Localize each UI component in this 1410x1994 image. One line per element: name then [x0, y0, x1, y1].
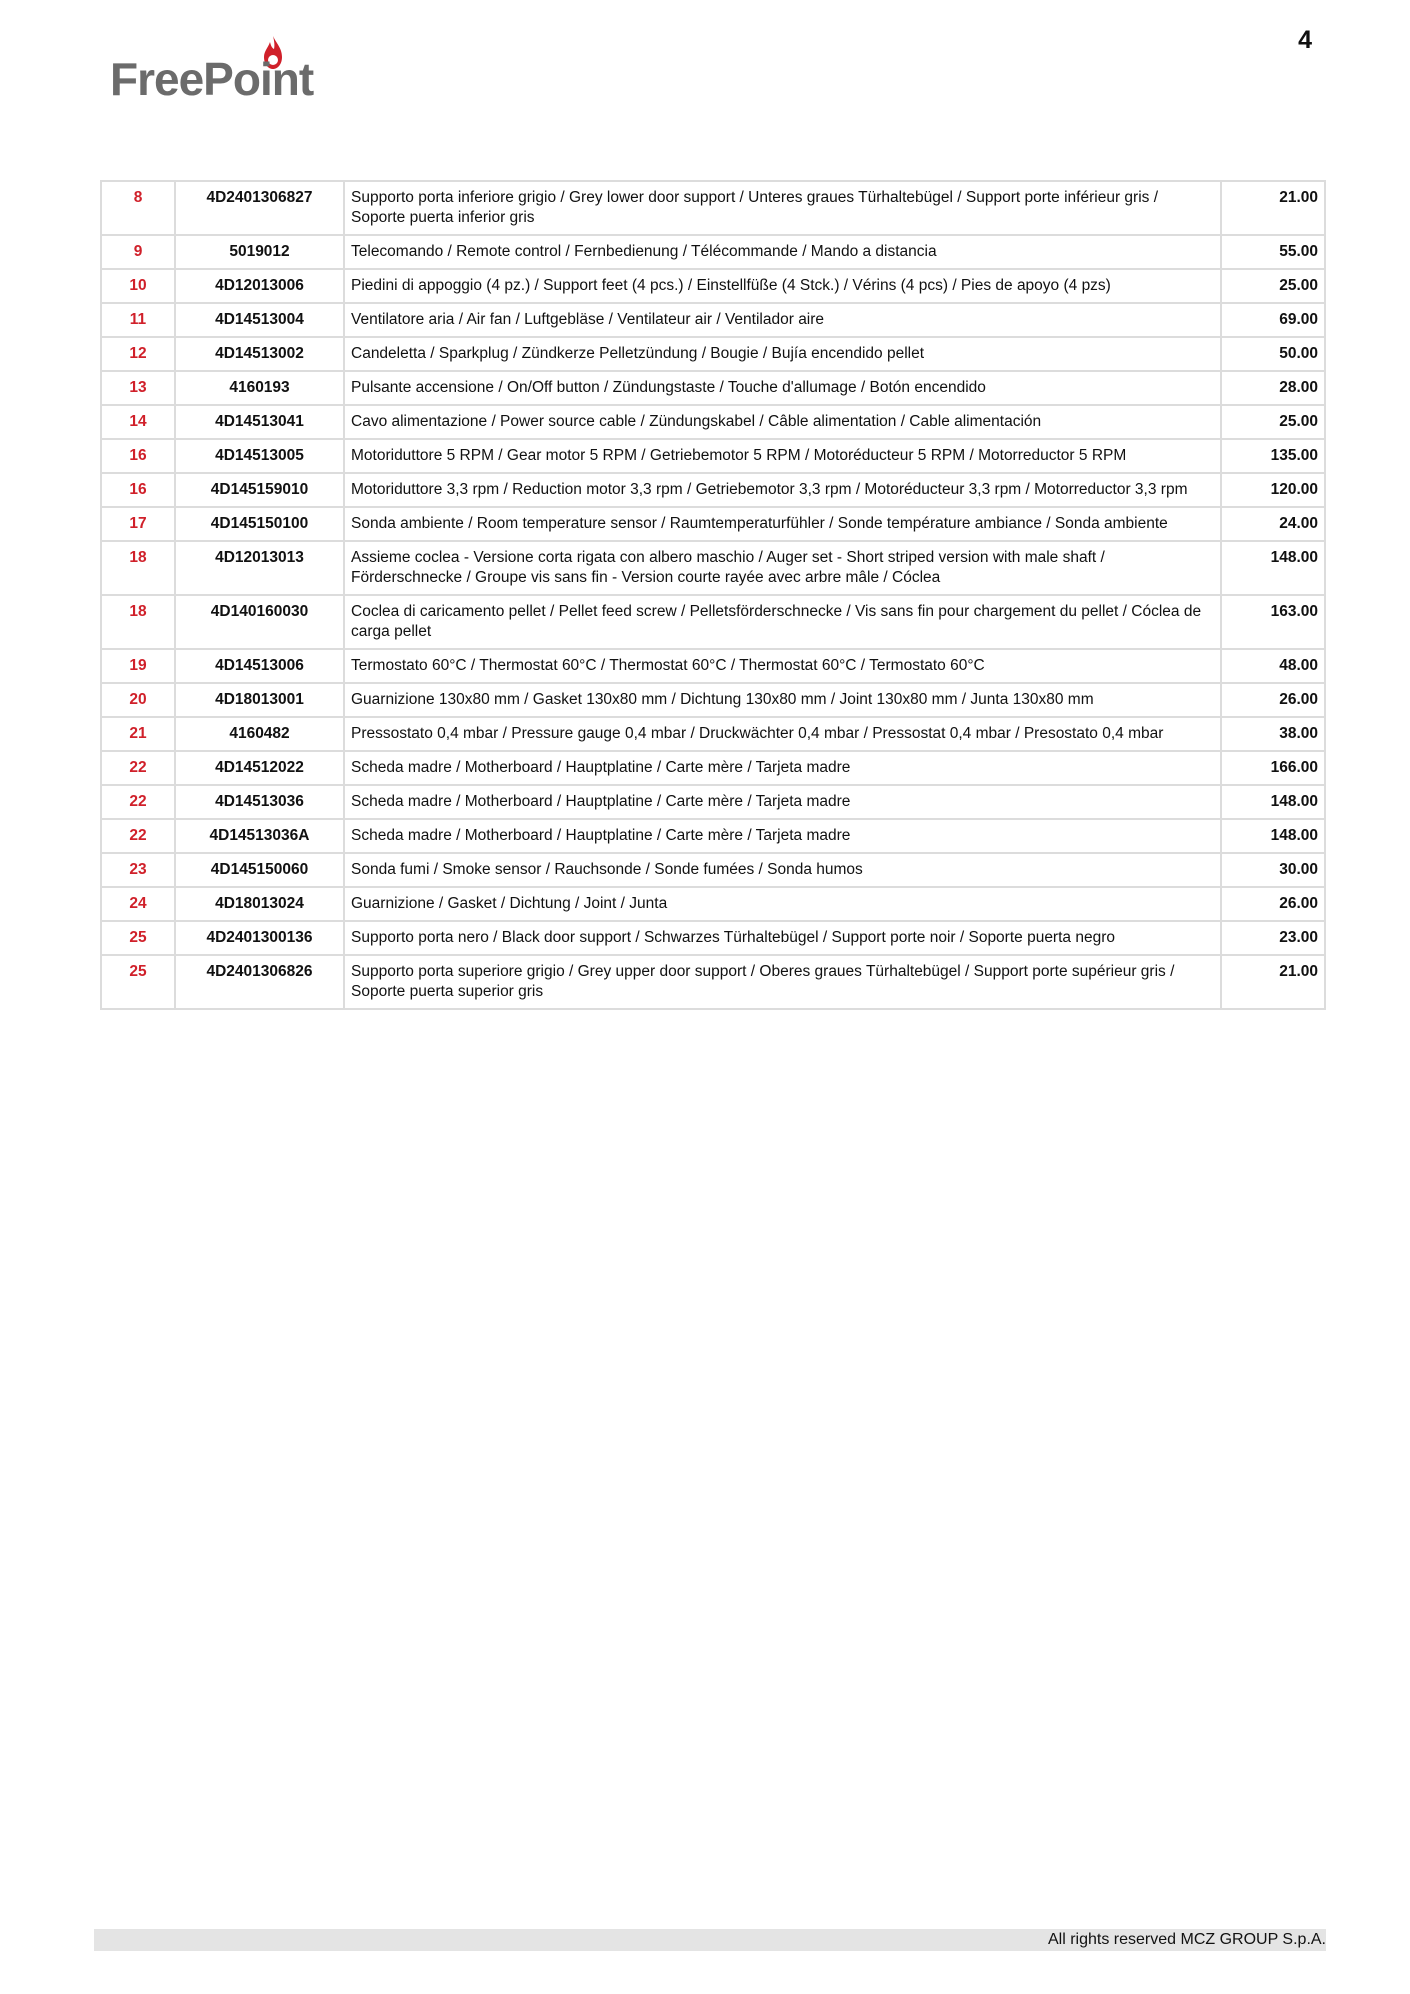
part-description-cell: Supporto porta nero / Black door support / Schwarzes Türhaltebügel / Support porte noir / Soporte puerta negro [344, 921, 1221, 955]
part-price-cell: 163.00 [1221, 595, 1325, 649]
table-row [101, 921, 1325, 955]
part-description-cell: Sonda ambiente / Room temperature sensor / Raumtemperaturfühler / Sonde température ambiance / Sonda ambiente [344, 507, 1221, 541]
part-description-cell: Motoriduttore 5 RPM / Gear motor 5 RPM / Getriebemotor 5 RPM / Motoréducteur 5 RPM / Motorreductor 5 RPM [344, 439, 1221, 473]
part-code-cell: 4D2401300136 [175, 921, 344, 955]
part-price-cell: 55.00 [1221, 235, 1325, 269]
table-row [101, 785, 1325, 819]
logo-text: FreePoint [110, 53, 314, 105]
table-row [101, 541, 1325, 595]
part-description-cell: Ventilatore aria / Air fan / Luftgebläse / Ventilateur air / Ventilador aire [344, 303, 1221, 337]
part-description-cell: Scheda madre / Motherboard / Hauptplatine / Carte mère / Tarjeta madre [344, 819, 1221, 853]
part-code-cell: 4D14513036A [175, 819, 344, 853]
part-price-cell: 148.00 [1221, 541, 1325, 595]
table-row [101, 955, 1325, 1009]
table-row [101, 337, 1325, 371]
part-number-cell: 9 [101, 235, 175, 269]
part-code-cell: 4D145150100 [175, 507, 344, 541]
part-code-cell: 4D18013024 [175, 887, 344, 921]
part-description-cell: Pulsante accensione / On/Off button / Zündungstaste / Touche d'allumage / Botón encendido [344, 371, 1221, 405]
part-price-cell: 21.00 [1221, 181, 1325, 235]
table-row [101, 819, 1325, 853]
part-code-cell: 4D14513005 [175, 439, 344, 473]
part-number-cell: 16 [101, 439, 175, 473]
part-description-cell: Pressostato 0,4 mbar / Pressure gauge 0,4 mbar / Druckwächter 0,4 mbar / Pressostat 0,4 mbar / Presostato 0,4 mbar [344, 717, 1221, 751]
part-price-cell: 25.00 [1221, 269, 1325, 303]
table-row [101, 235, 1325, 269]
part-description-cell: Guarnizione / Gasket / Dichtung / Joint / Junta [344, 887, 1221, 921]
part-price-cell: 21.00 [1221, 955, 1325, 1009]
part-code-cell: 4D14513036 [175, 785, 344, 819]
table-row [101, 595, 1325, 649]
table-row [101, 269, 1325, 303]
part-number-cell: 22 [101, 819, 175, 853]
part-description-cell: Telecomando / Remote control / Fernbedienung / Télécommande / Mando a distancia [344, 235, 1221, 269]
table-row [101, 853, 1325, 887]
part-code-cell: 4D14513002 [175, 337, 344, 371]
table-row [101, 303, 1325, 337]
part-number-cell: 18 [101, 541, 175, 595]
part-price-cell: 30.00 [1221, 853, 1325, 887]
table-row [101, 181, 1325, 235]
part-code-cell: 4D14513041 [175, 405, 344, 439]
table-row [101, 751, 1325, 785]
part-price-cell: 148.00 [1221, 819, 1325, 853]
part-code-cell: 4D145150060 [175, 853, 344, 887]
part-number-cell: 25 [101, 921, 175, 955]
part-number-cell: 21 [101, 717, 175, 751]
part-description-cell: Supporto porta inferiore grigio / Grey lower door support / Unteres graues Türhaltebügel / Support porte inférieur gris / Soporte puerta inferior gris [344, 181, 1221, 235]
part-code-cell: 4D2401306826 [175, 955, 344, 1009]
part-price-cell: 25.00 [1221, 405, 1325, 439]
part-number-cell: 10 [101, 269, 175, 303]
table-row [101, 405, 1325, 439]
table-row [101, 507, 1325, 541]
part-code-cell: 4D145159010 [175, 473, 344, 507]
part-price-cell: 120.00 [1221, 473, 1325, 507]
part-code-cell: 4D18013001 [175, 683, 344, 717]
parts-table-body [101, 181, 1325, 1009]
part-number-cell: 20 [101, 683, 175, 717]
part-description-cell: Cavo alimentazione / Power source cable / Zündungskabel / Câble alimentation / Cable alimentación [344, 405, 1221, 439]
part-code-cell: 5019012 [175, 235, 344, 269]
part-price-cell: 50.00 [1221, 337, 1325, 371]
part-number-cell: 19 [101, 649, 175, 683]
part-price-cell: 26.00 [1221, 683, 1325, 717]
part-price-cell: 24.00 [1221, 507, 1325, 541]
part-code-cell: 4D12013006 [175, 269, 344, 303]
part-number-cell: 22 [101, 751, 175, 785]
part-code-cell: 4D14513006 [175, 649, 344, 683]
part-description-cell: Assieme coclea - Versione corta rigata con albero maschio / Auger set - Short striped version with male shaft / Förderschnecke / Groupe vis sans fin - Version courte rayée avec arbre mâle / Cóclea [344, 541, 1221, 595]
part-price-cell: 148.00 [1221, 785, 1325, 819]
part-description-cell: Sonda fumi / Smoke sensor / Rauchsonde / Sonde fumées / Sonda humos [344, 853, 1221, 887]
table-row [101, 887, 1325, 921]
parts-table [100, 180, 1326, 1010]
part-number-cell: 12 [101, 337, 175, 371]
part-code-cell: 4D2401306827 [175, 181, 344, 235]
part-code-cell: 4D14513004 [175, 303, 344, 337]
part-description-cell: Coclea di caricamento pellet / Pellet feed screw / Pelletsförderschnecke / Vis sans fin pour chargement du pellet / Cóclea de carga pellet [344, 595, 1221, 649]
part-description-cell: Scheda madre / Motherboard / Hauptplatine / Carte mère / Tarjeta madre [344, 751, 1221, 785]
logo [110, 36, 330, 105]
part-code-cell: 4D14512022 [175, 751, 344, 785]
part-code-cell: 4D140160030 [175, 595, 344, 649]
part-price-cell: 48.00 [1221, 649, 1325, 683]
part-number-cell: 25 [101, 955, 175, 1009]
part-price-cell: 28.00 [1221, 371, 1325, 405]
footer-copyright: All rights reserved MCZ GROUP S.p.A. [1048, 1931, 1326, 1948]
part-price-cell: 69.00 [1221, 303, 1325, 337]
part-description-cell: Candeletta / Sparkplug / Zündkerze Pelletzündung / Bougie / Bujía encendido pellet [344, 337, 1221, 371]
part-number-cell: 24 [101, 887, 175, 921]
table-row [101, 683, 1325, 717]
part-description-cell: Termostato 60°C / Thermostat 60°C / Thermostat 60°C / Thermostat 60°C / Termostato 60°C [344, 649, 1221, 683]
part-description-cell: Scheda madre / Motherboard / Hauptplatine / Carte mère / Tarjeta madre [344, 785, 1221, 819]
part-code-cell: 4160193 [175, 371, 344, 405]
table-row [101, 473, 1325, 507]
page-number: 4 [1298, 26, 1312, 54]
part-description-cell: Guarnizione 130x80 mm / Gasket 130x80 mm / Dichtung 130x80 mm / Joint 130x80 mm / Junta 130x80 mm [344, 683, 1221, 717]
part-number-cell: 22 [101, 785, 175, 819]
part-price-cell: 26.00 [1221, 887, 1325, 921]
part-number-cell: 8 [101, 181, 175, 235]
table-row [101, 439, 1325, 473]
part-number-cell: 23 [101, 853, 175, 887]
part-price-cell: 38.00 [1221, 717, 1325, 751]
part-code-cell: 4D12013013 [175, 541, 344, 595]
part-price-cell: 23.00 [1221, 921, 1325, 955]
part-number-cell: 16 [101, 473, 175, 507]
part-number-cell: 14 [101, 405, 175, 439]
part-number-cell: 17 [101, 507, 175, 541]
part-price-cell: 135.00 [1221, 439, 1325, 473]
part-description-cell: Piedini di appoggio (4 pz.) / Support feet (4 pcs.) / Einstellfüße (4 Stck.) / Vérins (4 pcs) / Pies de apoyo (4 pzs) [344, 269, 1221, 303]
part-price-cell: 166.00 [1221, 751, 1325, 785]
table-row [101, 649, 1325, 683]
table-row [101, 717, 1325, 751]
part-number-cell: 18 [101, 595, 175, 649]
part-number-cell: 13 [101, 371, 175, 405]
table-row [101, 371, 1325, 405]
part-code-cell: 4160482 [175, 717, 344, 751]
part-description-cell: Motoriduttore 3,3 rpm / Reduction motor 3,3 rpm / Getriebemotor 3,3 rpm / Motoréducteur 3,3 rpm / Motorreductor 3,3 rpm [344, 473, 1221, 507]
part-number-cell: 11 [101, 303, 175, 337]
part-description-cell: Supporto porta superiore grigio / Grey upper door support / Oberes graues Türhaltebügel / Support porte supérieur gris / Soporte puerta superior gris [344, 955, 1221, 1009]
